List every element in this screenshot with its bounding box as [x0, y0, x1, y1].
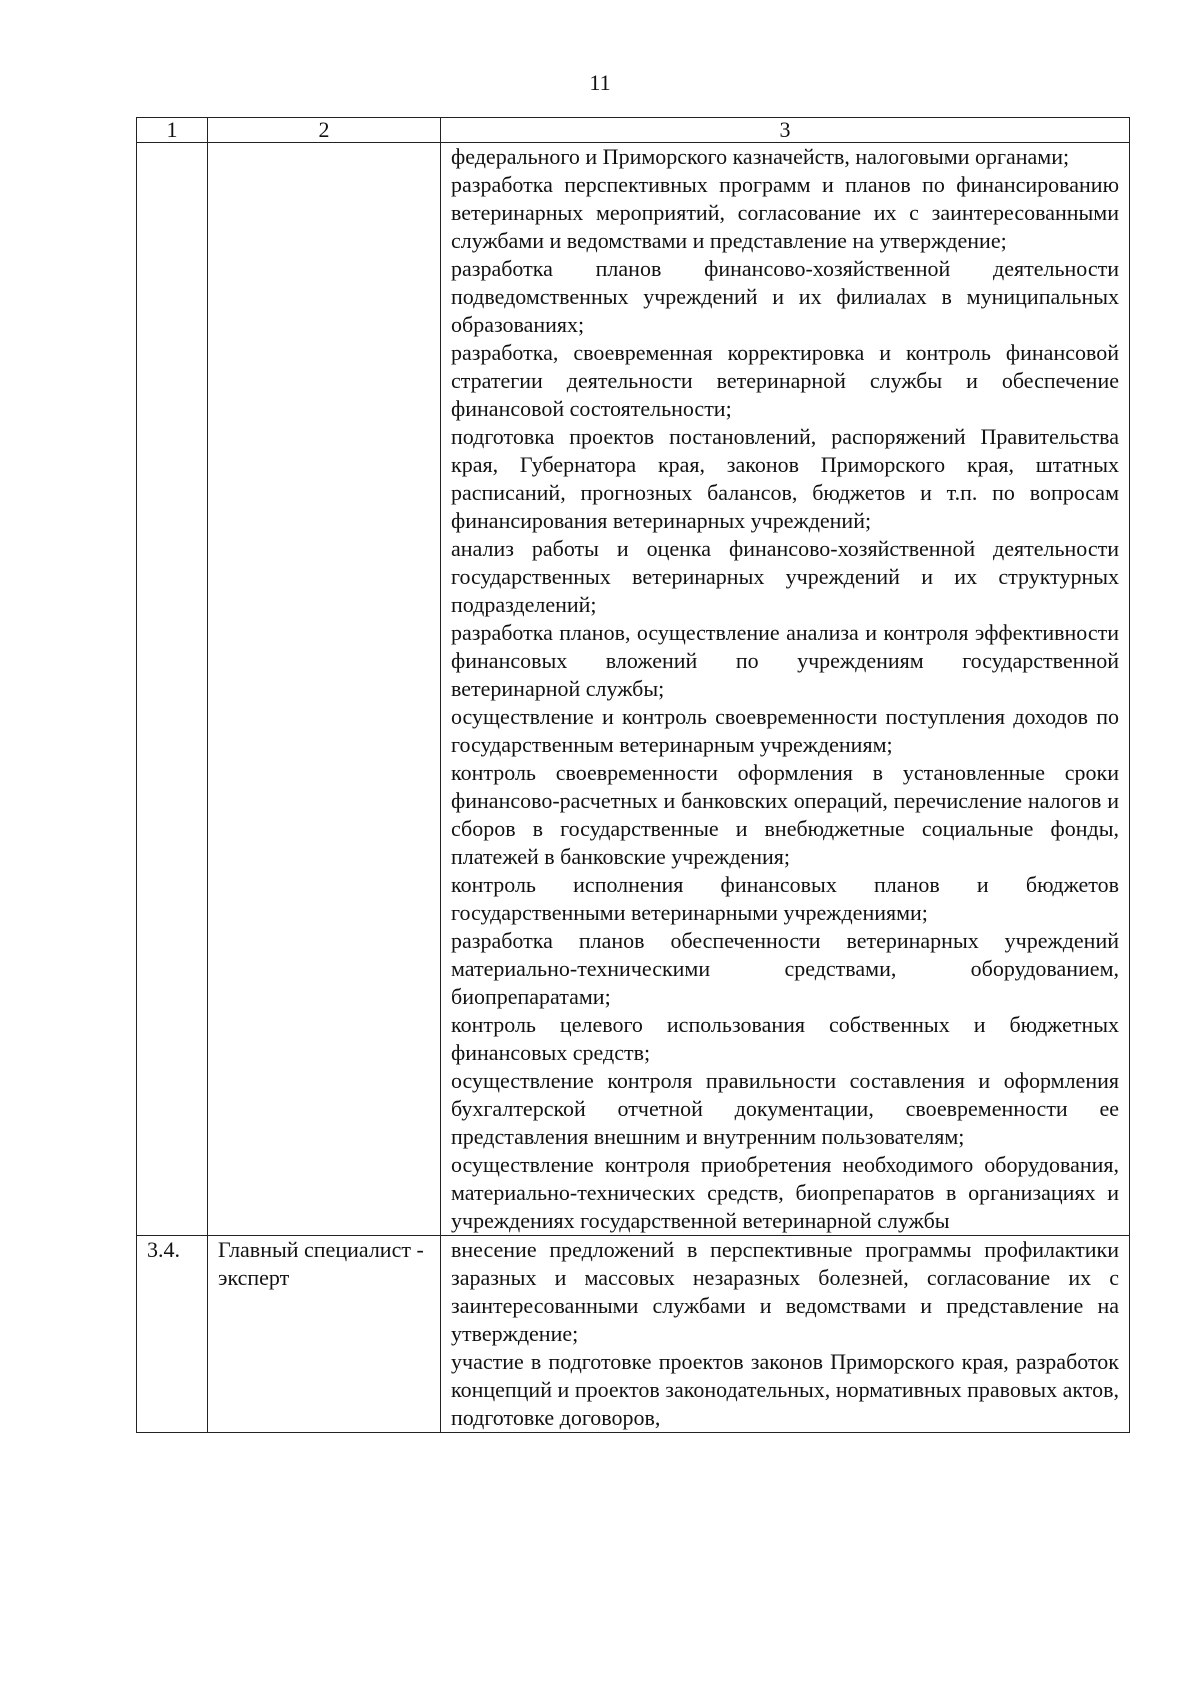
duty-item: подготовка проектов постановлений, распоряжений Правительства края, Губернатора края, законов Приморского края, штатных расписаний, прогнозных балансов, бюджетов и т.п. по вопросам финансирования ветеринарных учреждений; — [451, 424, 1119, 533]
duty-item: контроль своевременности оформления в установленные сроки финансово-расчетных и банковских операций, перечисление налогов и сборов в государственные и внебюджетные социальные фонды, платежей в банковские учреждения; — [451, 760, 1119, 869]
row-number — [137, 143, 208, 1236]
duty-item: внесение предложений в перспективные программы профилактики заразных и массовых незаразных болезней, согласование их с заинтересованными службами и ведомствами и представление на утверждение; — [451, 1237, 1119, 1346]
header-col-1: 1 — [137, 118, 208, 143]
page-number: 11 — [589, 70, 611, 95]
duty-item: разработка перспективных программ и планов по финансированию ветеринарных мероприятий, согласование их с заинтересованными службами и ведомствами и представление на утверждение; — [451, 172, 1119, 253]
duty-item: разработка планов, осуществление анализа и контроля эффективности финансовых вложений по учреждениям государственной ветеринарной службы; — [451, 620, 1119, 701]
duties-cell — [441, 1236, 1130, 1433]
duty-item: разработка планов финансово-хозяйственной деятельности подведомственных учреждений и их филиалах в муниципальных образованиях; — [451, 256, 1119, 337]
duties-cell — [441, 143, 1130, 1236]
duty-item: осуществление контроля правильности составления и оформления бухгалтерской отчетной документации, своевременности ее представления внешним и внутренним пользователям; — [451, 1068, 1119, 1149]
table-row — [137, 143, 1130, 1236]
duty-item: анализ работы и оценка финансово-хозяйственной деятельности государственных ветеринарных учреждений и их структурных подразделений; — [451, 536, 1119, 617]
duty-item: разработка, своевременная корректировка и контроль финансовой стратегии деятельности ветеринарной службы и обеспечение финансовой состоятельности; — [451, 340, 1119, 421]
duty-item: осуществление контроля приобретения необходимого оборудования, материально-технических средств, биопрепаратов в организациях и учреждениях государственной ветеринарной службы — [451, 1152, 1119, 1233]
duties-table — [136, 117, 1130, 1433]
table-row — [137, 1236, 1130, 1433]
duty-item: контроль целевого использования собственных и бюджетных финансовых средств; — [451, 1012, 1119, 1065]
position-title: Главный специалист - эксперт — [208, 1236, 441, 1433]
table-header-row — [137, 118, 1130, 143]
duty-item: участие в подготовке проектов законов Приморского края, разработок концепций и проектов законодательных, нормативных правовых актов, подготовке договоров, — [451, 1349, 1119, 1430]
header-col-2: 2 — [208, 118, 441, 143]
position-title — [208, 143, 441, 1236]
header-col-3: 3 — [441, 118, 1130, 143]
row-number: 3.4. — [137, 1236, 208, 1433]
duty-item: разработка планов обеспеченности ветеринарных учреждений материально-техническими средствами, оборудованием, биопрепаратами; — [451, 928, 1119, 1009]
duty-item: осуществление и контроль своевременности поступления доходов по государственным ветеринарным учреждениям; — [451, 704, 1119, 757]
duty-item: федерального и Приморского казначейств, налоговыми органами; — [451, 144, 1070, 169]
duty-item: контроль исполнения финансовых планов и бюджетов государственными ветеринарными учреждениями; — [451, 872, 1119, 925]
